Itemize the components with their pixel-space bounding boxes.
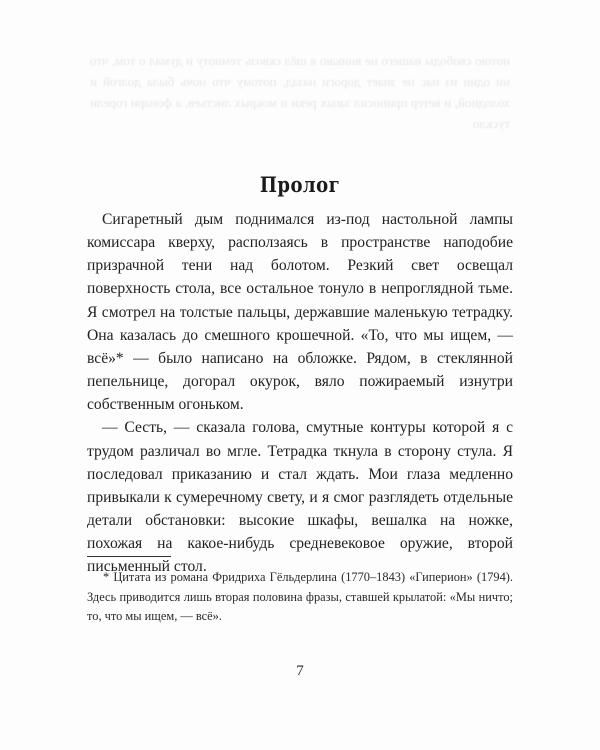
footnote-text: * Цитата из романа Фридриха Гёльдерлина (1770–1843) «Гиперион» (1794). Здесь приводится лишь вторая половина фразы, ставшей крылатой: «Мы ничто; то, что мы ищем, — всё». bbox=[87, 570, 513, 623]
footnote bbox=[87, 568, 513, 627]
footnote-separator bbox=[87, 556, 171, 557]
paragraph-2: — Сесть, — сказала голова, смутные контуры которой я с трудом различал во мгле. Тетрадка ткнула в сторону стула. Я последовал приказанию и стал ждать. Мои глаза медленно привыкали к сумеречному свету, и я смог разглядеть отдельные детали обстановки: высокие шкафы, вешалка на ножке, похожая на какое-нибудь средневековое оружие, второй письменный стол. bbox=[87, 419, 513, 576]
bleed-through-text: нотою свободы нашего не вникаю я шёл сквозь темноту и думал о том, что ни один из нас не знает дороги назад, потому что ночь была долгой и холодной, и ветер приносил запах реки и мокрых листьев, а фонари горели тускло bbox=[90, 53, 510, 131]
chapter-title: Пролог bbox=[259, 172, 341, 197]
chapter-body bbox=[87, 208, 513, 579]
page-number: 7 bbox=[296, 663, 304, 679]
paragraph-1: Сигаретный дым поднимался из-под настольной лампы комиссара кверху, расползаясь в пространстве наподобие призрачной тени над болотом. Резкий свет освещал поверхность стола, все остальное тонуло в непроглядной тьме. Я смотрел на толстые пальцы, державшие маленькую тетрадку. Она казалась до смешного крошечной. «То, что мы ищем, — всё»* — было написано на обложке. Рядом, в стеклянной пепельнице, догорал окурок, вяло пожираемый изнутри собственным огоньком. bbox=[87, 211, 513, 414]
